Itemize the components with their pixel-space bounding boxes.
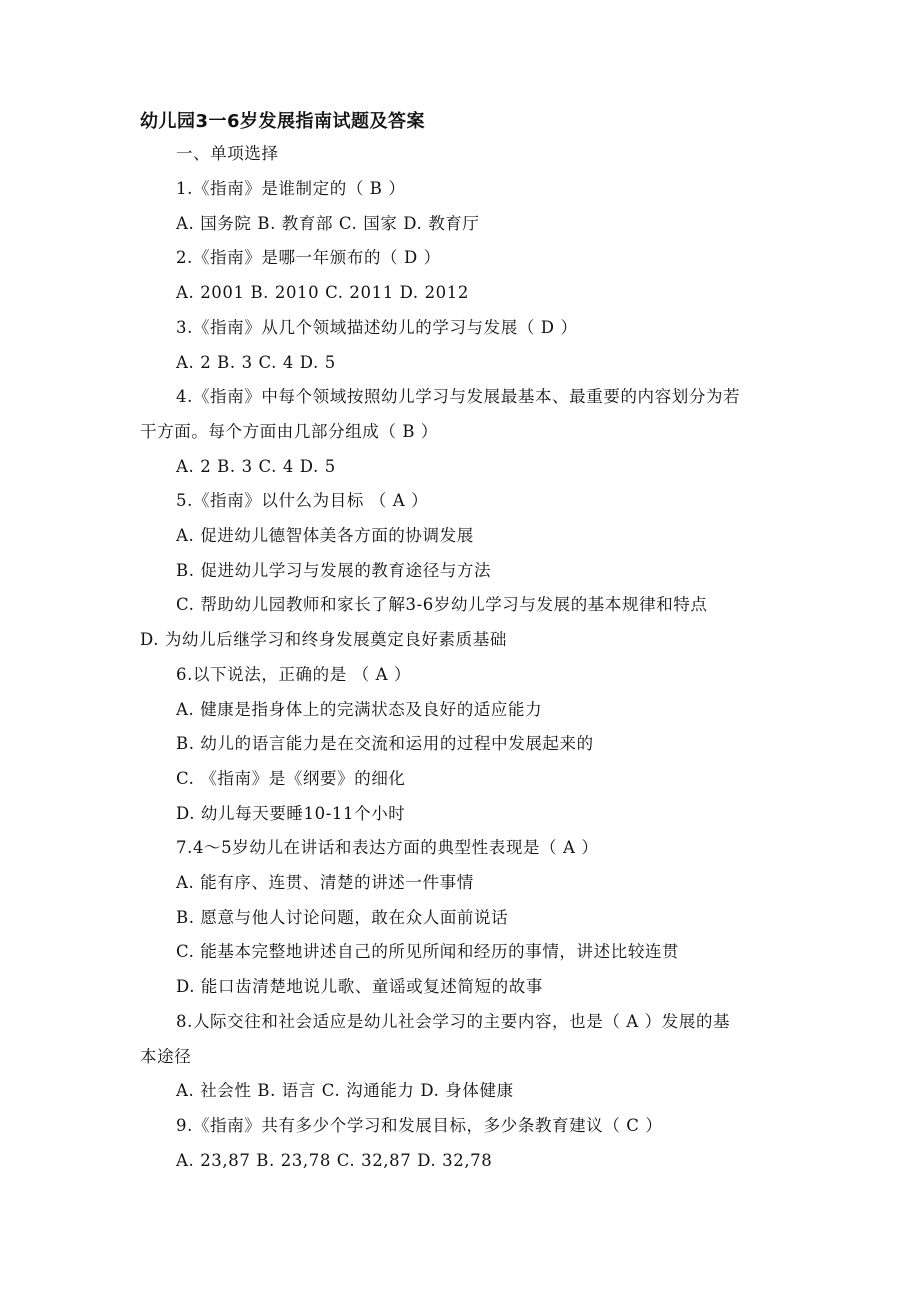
document-line: A. 促进幼儿德智体美各方面的协调发展 bbox=[176, 526, 474, 545]
document-line: A. 2 B. 3 C. 4 D. 5 bbox=[176, 457, 336, 476]
document-line: B. 幼儿的语言能力是在交流和运用的过程中发展起来的 bbox=[176, 734, 594, 753]
document-title: 幼儿园3一6岁发展指南试题及答案 bbox=[140, 111, 426, 132]
document-line: D. 能口齿清楚地说儿歌、童谣或复述简短的故事 bbox=[176, 977, 543, 996]
document-line: A. 2001 B. 2010 C. 2011 D. 2012 bbox=[176, 283, 469, 302]
document-line: 5.《指南》以什么为目标 （ A ） bbox=[176, 491, 429, 510]
section-heading: 一、单项选择 bbox=[176, 144, 279, 163]
document-line: 4.《指南》中每个领域按照幼儿学习与发展最基本、最重要的内容划分为若 bbox=[176, 387, 741, 406]
document-line: 6.以下说法，正确的是 （ A ） bbox=[176, 665, 412, 684]
document-line: B. 愿意与他人讨论问题，敢在众人面前说话 bbox=[176, 908, 509, 927]
document-line: A. 23,87 B. 23,78 C. 32,87 D. 32,78 bbox=[176, 1151, 493, 1170]
document-line: 8.人际交往和社会适应是幼儿社会学习的主要内容，也是（ A ）发展的基 bbox=[176, 1012, 731, 1031]
document-line: A. 能有序、连贯、清楚的讲述一件事情 bbox=[176, 873, 474, 892]
document-line: C. 《指南》是《纲要》的细化 bbox=[176, 769, 406, 788]
document-line: 1.《指南》是谁制定的（ B ） bbox=[176, 179, 406, 198]
document-line: 2.《指南》是哪一年颁布的（ D ） bbox=[176, 248, 441, 267]
document-line: 7.4～5岁幼儿在讲话和表达方面的典型性表现是（ A ） bbox=[176, 838, 599, 857]
document-line: D. 幼儿每天要睡10-11个小时 bbox=[176, 804, 406, 823]
document-line: C. 能基本完整地讲述自己的所见所闻和经历的事情，讲述比较连贯 bbox=[176, 942, 680, 961]
document-line: 干方面。每个方面由几部分组成（ B ） bbox=[140, 422, 439, 441]
document-line: C. 帮助幼儿园教师和家长了解3-6岁幼儿学习与发展的基本规律和特点 bbox=[176, 595, 708, 614]
document-line: A. 国务院 B. 教育部 C. 国家 D. 教育厅 bbox=[176, 214, 480, 233]
document-line: 9.《指南》共有多少个学习和发展目标，多少条教育建议（ C ） bbox=[176, 1116, 663, 1135]
document-line: A. 健康是指身体上的完满状态及良好的适应能力 bbox=[176, 700, 543, 719]
document-line: A. 社会性 B. 语言 C. 沟通能力 D. 身体健康 bbox=[176, 1081, 514, 1100]
document-line: 本途径 bbox=[140, 1047, 192, 1066]
document-line: 3.《指南》从几个领域描述幼儿的学习与发展（ D ） bbox=[176, 318, 578, 337]
document-line: B. 促进幼儿学习与发展的教育途径与方法 bbox=[176, 561, 492, 580]
document-line: D. 为幼儿后继学习和终身发展奠定良好素质基础 bbox=[140, 630, 507, 649]
document-line: A. 2 B. 3 C. 4 D. 5 bbox=[176, 353, 336, 372]
